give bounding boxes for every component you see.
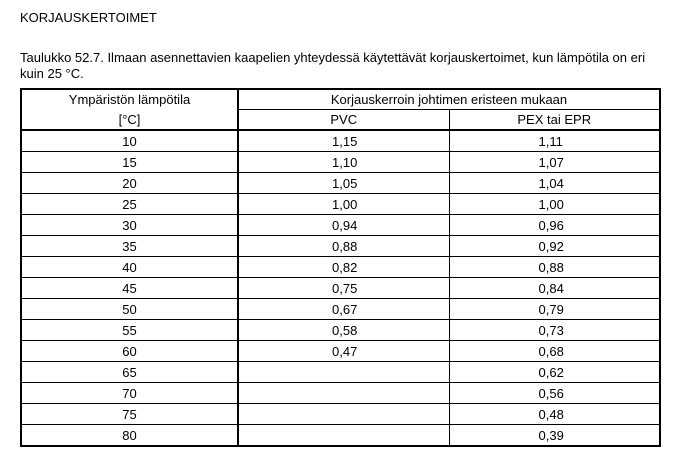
pvc-factor-cell (238, 383, 449, 404)
table-row (21, 341, 660, 362)
pvc-factor-cell: 0,58 (238, 320, 449, 341)
table-row (21, 152, 660, 173)
pvc-factor-cell: 1,10 (238, 152, 449, 173)
table-row (21, 362, 660, 383)
correction-factor-table (20, 88, 661, 447)
pvc-factor-cell: 1,05 (238, 173, 449, 194)
document-heading: KORJAUSKERTOIMET (20, 10, 157, 25)
pex-epr-factor-cell: 1,00 (449, 194, 660, 215)
temperature-cell: 65 (21, 362, 238, 383)
pex-epr-factor-cell: 0,68 (449, 341, 660, 362)
pvc-factor-cell: 0,67 (238, 299, 449, 320)
table-row (21, 383, 660, 404)
table-row (21, 236, 660, 257)
temperature-cell: 55 (21, 320, 238, 341)
pex-epr-factor-cell: 0,39 (449, 425, 660, 447)
pvc-factor-cell: 0,75 (238, 278, 449, 299)
temperature-cell: 40 (21, 257, 238, 278)
temperature-cell: 45 (21, 278, 238, 299)
pex-epr-factor-cell: 0,79 (449, 299, 660, 320)
temperature-cell: 60 (21, 341, 238, 362)
pvc-factor-cell: 1,00 (238, 194, 449, 215)
pvc-factor-cell: 0,94 (238, 215, 449, 236)
temperature-cell: 80 (21, 425, 238, 447)
table-row (21, 215, 660, 236)
pex-epr-factor-cell: 0,84 (449, 278, 660, 299)
table-body (21, 130, 660, 446)
header-pvc: PVC (238, 110, 449, 131)
temperature-cell: 50 (21, 299, 238, 320)
temperature-cell: 30 (21, 215, 238, 236)
header-temperature-unit: [°C] (21, 110, 238, 131)
pex-epr-factor-cell: 1,11 (449, 130, 660, 152)
temperature-cell: 35 (21, 236, 238, 257)
pex-epr-factor-cell: 0,92 (449, 236, 660, 257)
header-correction-factor: Korjauskerroin johtimen eristeen mukaan (238, 89, 660, 110)
pvc-factor-cell (238, 425, 449, 447)
table-row (21, 299, 660, 320)
table-row (21, 130, 660, 152)
temperature-cell: 10 (21, 130, 238, 152)
header-pex-epr: PEX tai EPR (449, 110, 660, 131)
header-temperature: Ympäristön lämpötila (21, 89, 238, 110)
pvc-factor-cell (238, 362, 449, 383)
table-row (21, 173, 660, 194)
pex-epr-factor-cell: 0,96 (449, 215, 660, 236)
pex-epr-factor-cell: 0,88 (449, 257, 660, 278)
pex-epr-factor-cell: 0,73 (449, 320, 660, 341)
pex-epr-factor-cell: 0,48 (449, 404, 660, 425)
pvc-factor-cell: 1,15 (238, 130, 449, 152)
pex-epr-factor-cell: 1,07 (449, 152, 660, 173)
pex-epr-factor-cell: 0,62 (449, 362, 660, 383)
pvc-factor-cell (238, 404, 449, 425)
table-row (21, 257, 660, 278)
temperature-cell: 75 (21, 404, 238, 425)
table-row (21, 404, 660, 425)
table-row (21, 278, 660, 299)
pvc-factor-cell: 0,82 (238, 257, 449, 278)
pex-epr-factor-cell: 0,56 (449, 383, 660, 404)
pex-epr-factor-cell: 1,04 (449, 173, 660, 194)
temperature-cell: 70 (21, 383, 238, 404)
table-caption: Taulukko 52.7. Ilmaan asennettavien kaapelien yhteydessä käytettävät korjauskertoimet, kun lämpötila on eri kuin 25 °C. (20, 50, 646, 81)
temperature-cell: 25 (21, 194, 238, 215)
table-row (21, 194, 660, 215)
pvc-factor-cell: 0,88 (238, 236, 449, 257)
pvc-factor-cell: 0,47 (238, 341, 449, 362)
temperature-cell: 15 (21, 152, 238, 173)
table-row (21, 320, 660, 341)
temperature-cell: 20 (21, 173, 238, 194)
table-row (21, 425, 660, 447)
